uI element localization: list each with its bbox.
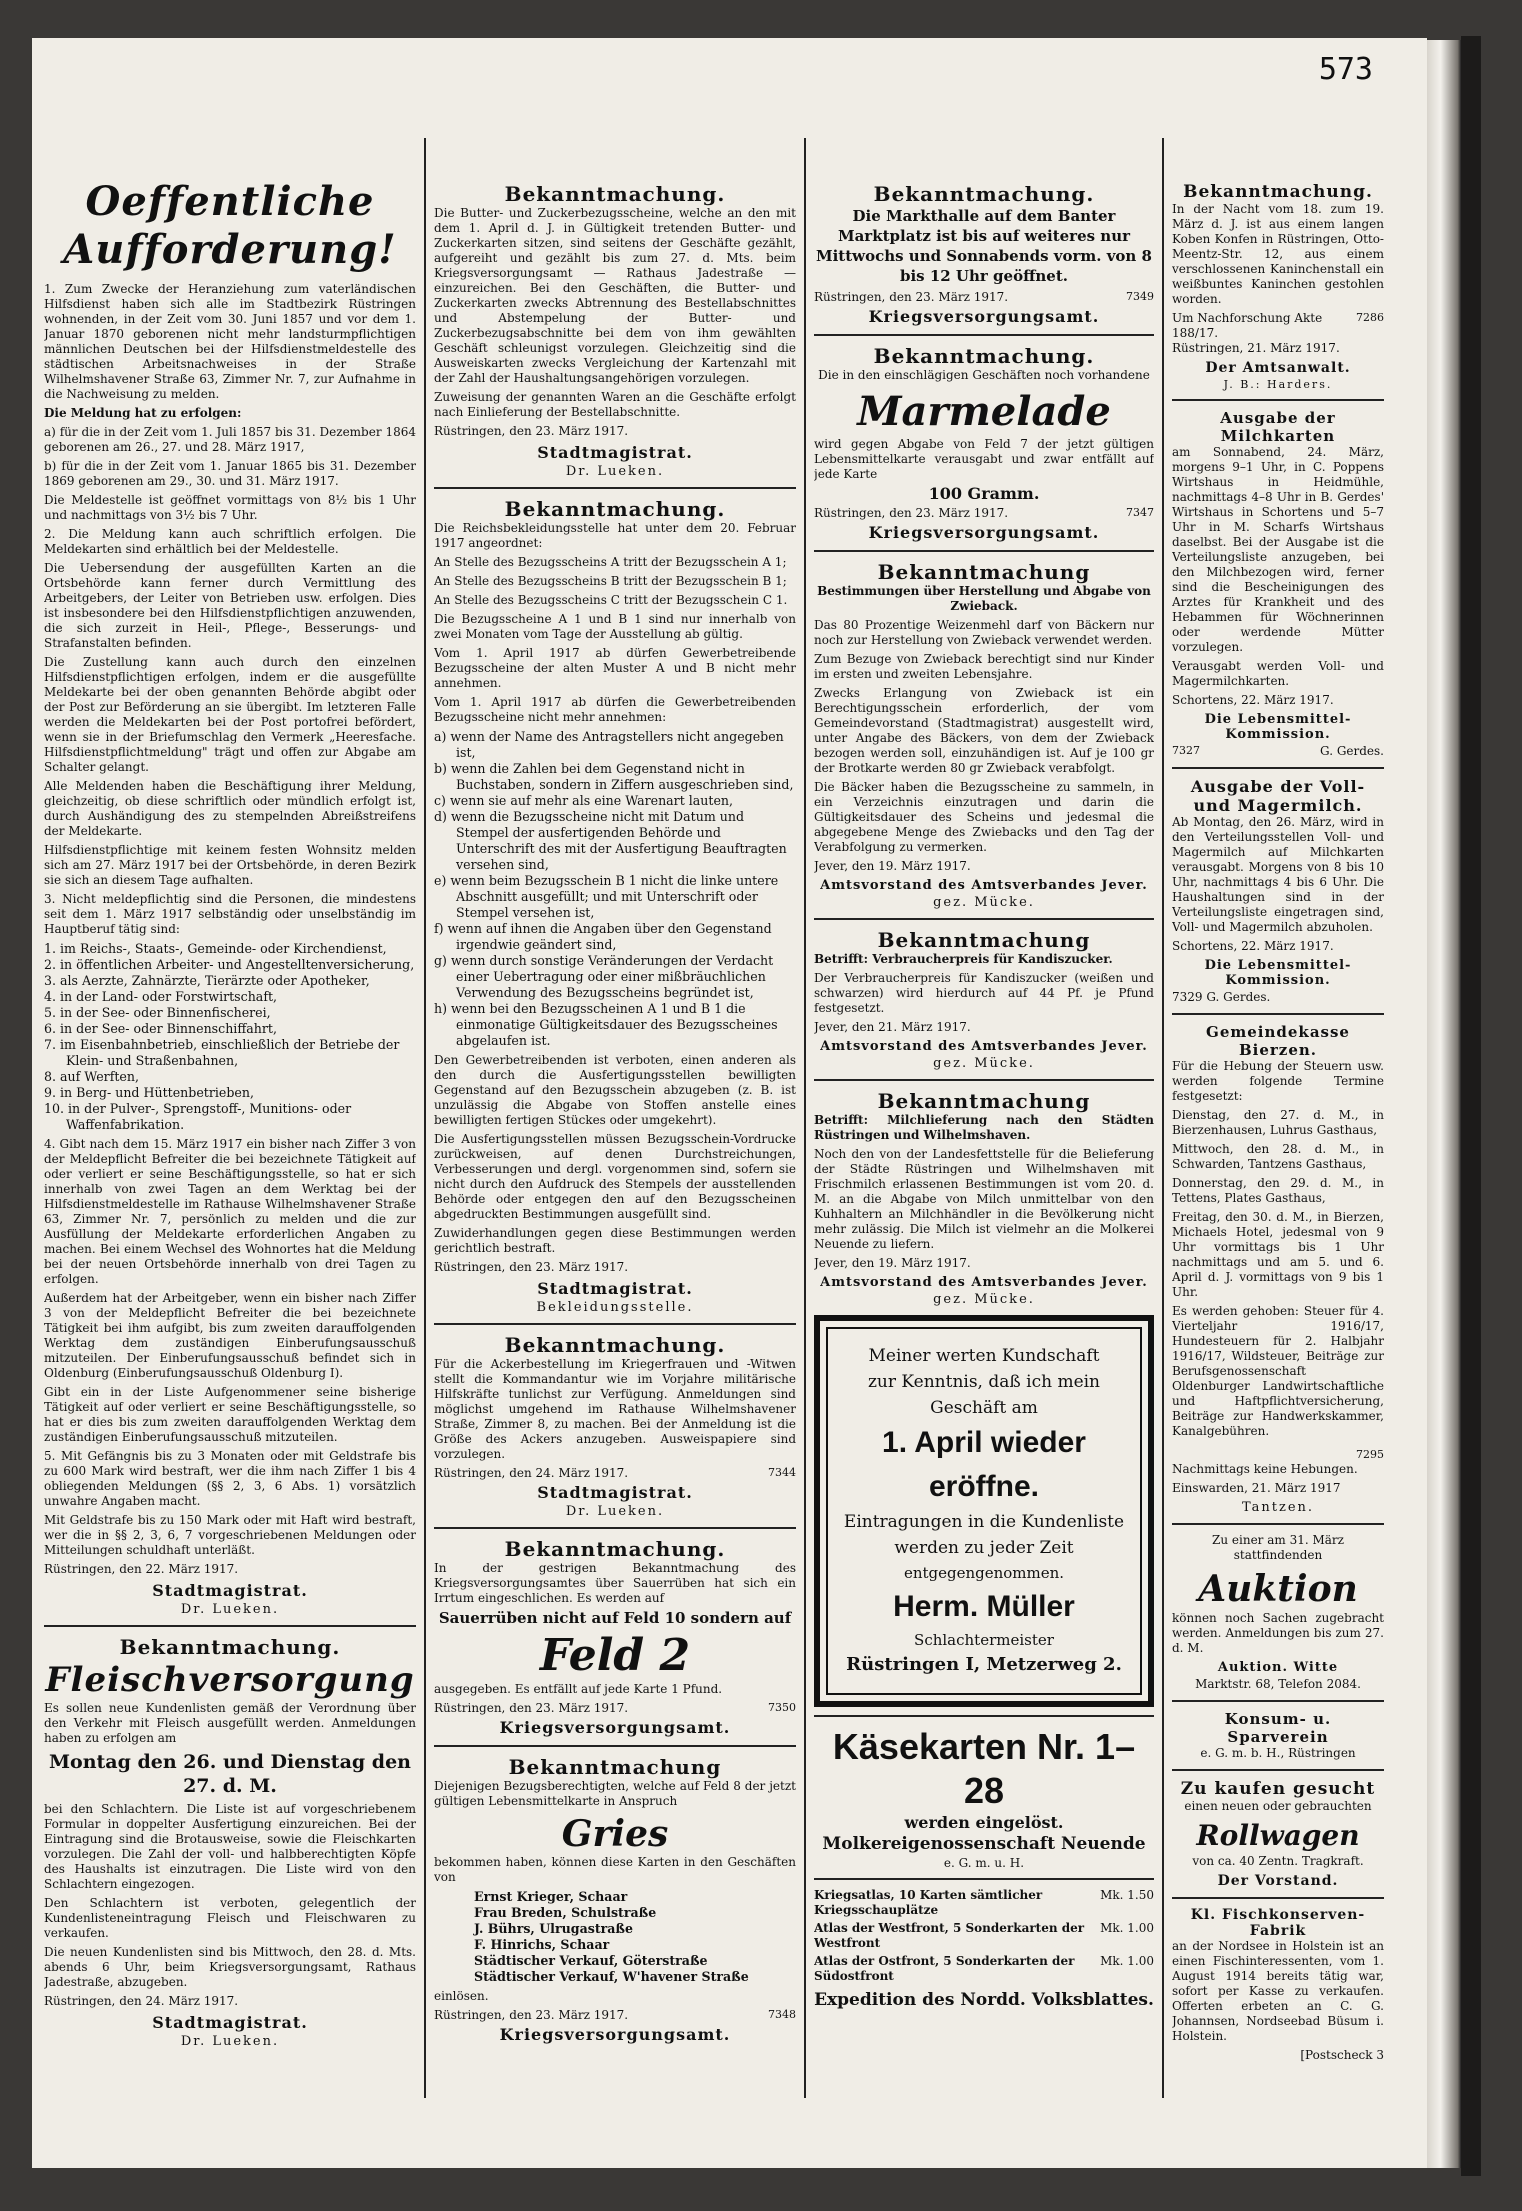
atlas-item: Atlas der Ostfront, 5 Sonderkarten der Südostfront — [814, 1954, 1075, 1983]
list-item: h) wenn bei den Bezugsscheinen A 1 und B 1 die einmonatige Gültigkeitsdauer des Bezugsscheines abgelaufen ist. — [434, 1001, 778, 1048]
product-highlight: Marmelade — [857, 388, 1111, 435]
list-item: 5. in der See- oder Binnenfischerei, — [44, 1005, 271, 1020]
paragraph: Die Meldung hat zu erfolgen: — [44, 406, 242, 420]
signature-office: Der Amtsanwalt. — [1205, 360, 1351, 376]
list-item: 3. als Aerzte, Zahnärzte, Tierärzte oder Apotheker, — [44, 973, 370, 988]
list-item: g) wenn durch sonstige Veränderungen der Verdacht einer Uebertragung oder einer mißbräuchlichen Verwendung des Bezugsscheins begründet ist, — [434, 953, 774, 1000]
headline-1: Oeffentliche — [85, 178, 375, 225]
paragraph: Für die Ackerbestellung im Kriegerfrauen und -Witwen stellt die Kommandantur wie im Vorjahre militärische Hilfskräfte tunlichst zur Verfügung. Anmeldungen sind möglichst umgehend im Rathause Wilhelmshavener Straße, Zimmer 8, zu machen. Bei der Anmeldung ist die Größe des Ackers anzugeben. Ausweispapiere sind vorzulegen. — [434, 1357, 796, 1461]
ad-number: 7344 — [768, 1466, 796, 1479]
signature-office: Die Lebensmittel-Kommission. — [1204, 712, 1352, 742]
notice-heading: Bekanntmachung — [877, 1089, 1091, 1113]
divider — [1172, 1700, 1384, 1702]
ad-line: Meiner werten Kundschaft — [868, 1346, 1100, 1366]
paragraph: Vom 1. April 1917 ab dürfen Gewerbetreibende Bezugsscheine der alten Muster A und B nicht mehr annehmen. — [434, 646, 796, 690]
page-edge — [1427, 40, 1461, 2168]
condition-list — [434, 729, 796, 1049]
list-item: 9. in Berg- und Hüttenbetrieben, — [44, 1085, 254, 1100]
headline-2: Aufforderung! — [63, 226, 397, 273]
feld-highlight: Feld 2 — [539, 1630, 691, 1681]
signature-office: Amtsvorstand des Amtsverbandes Jever. — [820, 878, 1148, 893]
dateline: Jever, den 19. März 1917. — [814, 1256, 971, 1270]
publisher: Expedition des Nordd. Volksblattes. — [814, 1990, 1154, 2010]
notice-title: Fleischversorgung — [45, 1660, 415, 1700]
ad-address: Rüstringen I, Metzerweg 2. — [846, 1654, 1122, 1675]
ad-line: Geschäft am — [930, 1398, 1038, 1418]
column-2 — [434, 138, 796, 2098]
paragraph: können noch Sachen zugebracht werden. Anmeldungen bis zum 27. d. M. — [1172, 1611, 1384, 1655]
paragraph: Zuwiderhandlungen gegen diese Bestimmungen werden gerichtlich bestraft. — [434, 1226, 796, 1255]
divider — [434, 487, 796, 489]
signature-office: Kriegsversorgungsamt. — [868, 307, 1100, 326]
paragraph: Verausgabt werden Voll- und Magermilchkarten. — [1172, 659, 1384, 688]
paragraph: In der gestrigen Bekanntmachung des Kriegsversorgungsamtes über Sauerrüben hat sich ein Irrtum eingeschlichen. Es werden auf — [434, 1561, 796, 1605]
notice-heading: Kl. Fischkonserven-Fabrik — [1190, 1907, 1366, 1939]
paragraph: Nachmittags keine Hebungen. — [1172, 1462, 1358, 1476]
atlas-item: Kriegsatlas, 10 Karten sämtlicher Kriegsschauplätze — [814, 1888, 1043, 1917]
paragraph: Die Meldestelle ist geöffnet vormittags von 8½ bis 1 Uhr und nachmittags von 3½ bis 7 Uhr. — [44, 493, 416, 522]
signature-office: Kriegsversorgungsamt. — [868, 523, 1100, 542]
notice-heading: Zu kaufen gesucht — [1180, 1779, 1376, 1799]
paragraph: Mit Geldstrafe bis zu 150 Mark oder mit Haft wird bestraft, wer die in §§ 2, 3, 6, 7 vorgeschriebenen Meldungen oder Mitteilungen schuldhaft unterläßt. — [44, 1513, 416, 1557]
signature-office: Kriegsversorgungsamt. — [499, 2025, 731, 2044]
page-number: 573 — [1318, 52, 1373, 87]
list-item: 1. im Reichs-, Staats-, Gemeinde- oder Kirchendienst, — [44, 941, 387, 956]
atlas-price: Mk. 1.00 — [1100, 1954, 1154, 1968]
list-item: 10. in der Pulver-, Sprengstoff-, Munitions- oder Waffenfabrikation. — [44, 1101, 352, 1132]
signature-office: Stadtmagistrat. — [152, 2013, 308, 2032]
paragraph: Zwecks Erlangung von Zwieback ist ein Berechtigungsschein erforderlich, der vom Gemeindevorstand (Stadtmagistrat) ausgestellt wird, unter Angabe des Bäckers, von dem der Zwieback bezogen werden soll, einzuhändigen ist. Auf je 100 gr der Brotkarte werden 80 gr Zwieback verabfolgt. — [814, 686, 1154, 775]
list-item: Städtischer Verkauf, Göterstraße — [474, 1953, 708, 1968]
paragraph: Der Verbraucherpreis für Kandiszucker (weißen und schwarzen) wird hierdurch auf 44 Pf. je Pfund festgesetzt. — [814, 971, 1154, 1015]
notice-heading: Bekanntmachung — [877, 560, 1091, 584]
divider — [814, 1878, 1154, 1880]
paragraph: Für die Hebung der Steuern usw. werden folgende Termine festgesetzt: — [1172, 1059, 1384, 1103]
signature-office: Amtsvorstand des Amtsverbandes Jever. — [820, 1275, 1148, 1290]
signature-office: Amtsvorstand des Amtsverbandes Jever. — [820, 1039, 1148, 1054]
paragraph: Die Uebersendung der ausgefüllten Karten an die Ortsbehörde kann ferner durch Vermittlung des Arbeitgebers, der Leiter von Betrieben usw. erfolgen. Dies ist insbesondere bei den Hilfsdienstpflichtigen anzuwenden, die sich zurzeit in Heil-, Pflege-, Besserungs- und Strafanstalten befinden. — [44, 561, 416, 650]
ad-line: Eintragungen in die Kundenliste werden zu jeder Zeit — [843, 1512, 1125, 1558]
list-item: 6. in der See- oder Binnenschiffahrt, — [44, 1021, 277, 1036]
paragraph: bekommen haben, können diese Karten in den Geschäften von — [434, 1855, 796, 1884]
paragraph: 2. Die Meldung kann auch schriftlich erfolgen. Die Meldekarten sind erhältlich bei der Meldestelle. — [44, 527, 416, 556]
ad-number: 7295 — [1356, 1448, 1384, 1461]
notice-heading: Bekanntmachung. — [504, 497, 726, 521]
ad-number: 7349 — [1126, 290, 1154, 303]
paragraph: einen neuen oder gebrauchten — [1184, 1799, 1372, 1813]
paragraph: Die Reichsbekleidungsstelle hat unter dem 20. Februar 1917 angeordnet: — [434, 521, 796, 550]
auction-headline: Auktion — [1198, 1568, 1358, 1610]
notice-heading: Ausgabe der Voll- und Magermilch. — [1190, 777, 1366, 815]
ad-advertiser-name: Herm. Müller — [893, 1590, 1075, 1623]
paragraph: von ca. 40 Zentn. Tragkraft. — [1192, 1854, 1364, 1868]
atlas-price: Mk. 1.50 — [1100, 1888, 1154, 1902]
paragraph: 3. Nicht meldepflichtig sind die Personen, die mindestens seit dem 1. März 1917 selbständig oder unselbständig im Hauptberuf tätig sind: — [44, 892, 416, 936]
signature-name: G. Gerdes. — [1320, 744, 1384, 758]
signature-name: gez. Mücke. — [933, 895, 1035, 910]
signature-office: Stadtmagistrat. — [152, 1581, 308, 1600]
advertiser-form: e. G. m. u. H. — [943, 1856, 1025, 1870]
dateline: Rüstringen, den 23. März 1917. — [434, 1260, 629, 1274]
column-rule — [424, 138, 426, 2098]
signature-office: Der Vorstand. — [1217, 1873, 1339, 1889]
ad-number: 7350 — [768, 1701, 796, 1714]
list-item: c) wenn sie auf mehr als eine Warenart lauten, — [434, 793, 734, 808]
ad-line: Schlachtermeister — [914, 1631, 1054, 1649]
ad-number: 7347 — [1126, 506, 1154, 519]
dates-highlight: Montag den 26. und Dienstag den 27. d. M. — [49, 1751, 411, 1797]
paragraph: ausgegeben. Es entfällt auf jede Karte 1 Pfund. — [434, 1682, 723, 1696]
notice-heading: Bekanntmachung — [877, 928, 1091, 952]
notice-heading: Bekanntmachung. — [1183, 182, 1373, 202]
subheading: Betrifft: Milchlieferung nach den Städten Rüstringen und Wilhelmshaven. — [814, 1113, 1154, 1142]
list-item: 4. in der Land- oder Forstwirtschaft, — [44, 989, 278, 1004]
paragraph: Außerdem hat der Arbeitgeber, wenn ein bisher nach Ziffer 3 von der Meldepflicht Befreiter die bei bezeichnete Tätigkeit bei ihm aufgibt, bis zum zweiten darauffolgenden Werktag dem zuständigen Einberufungsausschuß mitzuteilen. Der Einberufungsausschuß befindet sich in Oldenburg (Einberufungsausschuß Oldenburg I). — [44, 1291, 416, 1380]
signature-name: 7329 G. Gerdes. — [1172, 990, 1271, 1004]
list-item: b) wenn die Zahlen bei dem Gegenstand nicht in Buchstaben, sondern in Ziffern ausgeschrieben sind, — [434, 761, 794, 792]
signature-name: gez. Mücke. — [933, 1292, 1035, 1307]
dateline: Rüstringen, den 24. März 1917. — [44, 1994, 239, 2008]
list-item: a) wenn der Name des Antragstellers nicht angegeben ist, — [434, 729, 784, 760]
paragraph: In der Nacht vom 18. zum 19. März d. J. ist aus einem langen Koben Konfen in Rüstringen, Otto-Meentz-Str. 12, aus einem verschlossenen Kaninchenstall ein weißbuntes Kaninchen gestohlen worden. — [1172, 202, 1384, 306]
signature-office: Stadtmagistrat. — [537, 1279, 693, 1298]
divider — [434, 1745, 796, 1747]
divider — [434, 1527, 796, 1529]
column-4 — [1172, 138, 1384, 2098]
divider — [814, 918, 1154, 920]
paragraph: Den Gewerbetreibenden ist verboten, einen anderen als den durch die Ausfertigungsstellen bewilligten Gegenstand auf den Bezugsschein abzugeben (z. B. ist unzulässig die Abgabe von Stoffen anstelle eines bewilligten fertigen Stückes oder umgekehrt). — [434, 1053, 796, 1127]
paragraph: Die Bezugsscheine A 1 und B 1 sind nur innerhalb von zwei Monaten vom Tage der Ausstellung ab gültig. — [434, 612, 796, 641]
dateline: Rüstringen, den 23. März 1917. — [434, 1701, 629, 1715]
paragraph: einlösen. — [434, 1989, 489, 2003]
ad-number: 7348 — [768, 2008, 796, 2021]
divider — [814, 550, 1154, 552]
dateline: Einswarden, 21. März 1917 — [1172, 1481, 1341, 1495]
newspaper-page — [32, 38, 1427, 2168]
list-item: J. Bührs, Ulrugastraße — [474, 1921, 634, 1936]
notice-heading: Bekanntmachung. — [504, 182, 726, 206]
dateline: Rüstringen, den 23. März 1917. — [434, 424, 629, 438]
paragraph: Hilfsdienstpflichtige mit keinem festen Wohnsitz melden sich am 27. März 1917 bei der Ortsbehörde, in deren Bezirk sie sich an diesem Tage aufhalten. — [44, 843, 416, 887]
column-rule — [804, 138, 806, 2098]
list-item: Ernst Krieger, Schaar — [474, 1889, 628, 1904]
paragraph: Alle Meldenden haben die Beschäftigung ihrer Meldung, gleichzeitig, ob diese schriftlich oder mündlich erfolgt ist, durch Aushändigung des zu stempelnden Abreißstreifens der Meldekarte. — [44, 779, 416, 838]
dateline: Rüstringen, den 23. März 1917. — [814, 290, 1009, 304]
paragraph: An Stelle des Bezugsscheins A tritt der Bezugsschein A 1; — [434, 555, 787, 569]
list-item: f) wenn auf ihnen die Angaben über den Gegenstand irgendwie geändert sind, — [434, 921, 772, 952]
paragraph: Zum Bezuge von Zwieback berechtigt sind nur Kinder im ersten und zweiten Lebensjahre. — [814, 652, 1154, 681]
advertiser: Molkereigenossenschaft Neuende — [822, 1834, 1146, 1854]
dateline: Rüstringen, den 24. März 1917. — [434, 1466, 629, 1480]
column-rule — [1162, 138, 1164, 2098]
signature-name: Bekleidungsstelle. — [536, 1300, 694, 1315]
divider — [434, 1323, 796, 1325]
advertiser: Auktion. Witte — [1217, 1660, 1339, 1675]
exemption-list — [44, 941, 416, 1133]
signature-name: J. B.: Harders. — [1223, 378, 1333, 391]
subheading: Betrifft: Verbraucherpreis für Kandiszucker. — [814, 952, 1113, 966]
notice-heading: Ausgabe der Milchkarten — [1220, 409, 1336, 445]
paragraph: Marktstr. 68, Telefon 2084. — [1195, 1677, 1361, 1691]
signature-name: Tantzen. — [1241, 1500, 1315, 1515]
divider — [1172, 399, 1384, 401]
dateline: Schortens, 22. März 1917. — [1172, 693, 1334, 707]
paragraph: Mittwoch, den 28. d. M., in Schwarden, Tantzens Gasthaus, — [1172, 1142, 1384, 1171]
ad-number: 7327 — [1172, 744, 1200, 757]
paragraph: An Stelle des Bezugsscheins C tritt der Bezugsschein C 1. — [434, 593, 788, 607]
paragraph: Es sollen neue Kundenlisten gemäß der Verordnung über den Verkehr mit Fleisch ausgefüllt werden. Anmeldungen haben zu erfolgen am — [44, 1701, 416, 1745]
divider — [814, 1715, 1154, 1717]
amount: 100 Gramm. — [928, 484, 1040, 503]
paragraph: Sauerrüben nicht auf Feld 10 sondern auf — [438, 1609, 792, 1627]
atlas-item: Atlas der Westfront, 5 Sonderkarten der Westfront — [814, 1921, 1085, 1950]
ad-line: entgegengenommen. — [903, 1564, 1065, 1582]
dateline: Rüstringen, den 23. März 1917. — [434, 2008, 629, 2022]
column-1 — [44, 138, 416, 2098]
paragraph: wird gegen Abgabe von Feld 7 der jetzt gültigen Lebensmittelkarte verausgabt und zwar entfällt auf jede Karte — [814, 437, 1154, 481]
paragraph: An Stelle des Bezugsscheins B tritt der Bezugsschein B 1; — [434, 574, 787, 588]
dateline: Rüstringen, den 23. März 1917. — [814, 506, 1009, 520]
divider — [1172, 1013, 1384, 1015]
signature-office: Stadtmagistrat. — [537, 443, 693, 462]
ad-number: 7286 — [1356, 311, 1384, 324]
list-item: 8. auf Werften, — [44, 1069, 139, 1084]
divider — [814, 1079, 1154, 1081]
notice-heading: Bekanntmachung. — [873, 182, 1095, 206]
ad-highlight: 1. April wieder eröffne. — [882, 1426, 1086, 1503]
signature-name: Dr. Lueken. — [565, 464, 665, 479]
paragraph: [Postscheck 3 — [1300, 2048, 1384, 2062]
paragraph: Noch den von der Landesfettstelle für die Belieferung der Städte Rüstringen und Wilhelmshaven mit Frischmilch erlassenen Bestimmungen ist vom 20. d. M. an die Abgabe von Milch unmittelbar von den Kuhhaltern an Milchhändler in die Bevölkerung nicht mehr zulässig. Die Milch ist vielmehr an die Molkerei Neuende zu liefern. — [814, 1147, 1154, 1251]
paragraph: Vom 1. April 1917 ab dürfen die Gewerbetreibenden Bezugsscheine nicht mehr annehmen: — [434, 695, 796, 724]
paragraph: am Sonnabend, 24. März, morgens 9–1 Uhr, in C. Poppens Wirtshaus in Heidmühle, nachmittags 4–8 Uhr in B. Gerdes' Wirtshaus in Schortens und 5–7 Uhr in M. Scharfs Wirtshaus daselbst. Bei der Ausgabe ist die Verteilungsliste anzugeben, bei den Milchbezogen wird, ferner sind die Bescheinigungen des Arztes für Krankheit und des Hebammen für Wöchnerinnen oder werdende Mütter vorzulegen. — [1172, 445, 1384, 654]
paragraph: b) für die in der Zeit vom 1. Januar 1865 bis 31. Dezember 1869 geborenen am 29., 30. und 31. März 1917. — [44, 459, 416, 488]
paragraph: Die neuen Kundenlisten sind bis Mittwoch, den 28. d. Mts. abends 6 Uhr, beim Kriegsversorgungsamt, Rathaus Jadestraße, abzugeben. — [44, 1945, 416, 1989]
binding-shadow — [1461, 36, 1481, 2176]
paragraph: Dienstag, den 27. d. M., in Bierzenhausen, Luhrus Gasthaus, — [1172, 1108, 1384, 1137]
dateline: Jever, den 21. März 1917. — [814, 1020, 971, 1034]
divider — [1172, 1897, 1384, 1899]
signature-office: Kriegsversorgungsamt. — [499, 1718, 731, 1737]
list-item: 7. im Eisenbahnbetrieb, einschließlich der Betriebe der Klein- und Straßenbahnen, — [44, 1037, 400, 1068]
divider — [44, 1625, 416, 1627]
paragraph: Es werden gehoben: Steuer für 4. Vierteljahr 1916/17, Hundesteuern für 2. Halbjahr 1916/17, Wildsteuer, Beiträge zur Berufsgenossenschaft Oldenburger Landwirtschaftliche und Haftpflichtversicherung, Beiträge zur Handwerkskammer, Kanalgebühren. — [1172, 1304, 1384, 1438]
paragraph: Diejenigen Bezugsberechtigten, welche auf Feld 8 der jetzt gültigen Lebensmittelkarte in Anspruch — [434, 1779, 796, 1808]
cheese-card-headline: Käsekarten Nr. 1–28 — [832, 1726, 1136, 1811]
paragraph: Um Nachforschung Akte 188/17. — [1172, 311, 1323, 340]
paragraph: werden eingelöst. — [904, 1813, 1064, 1832]
paragraph: Ab Montag, den 26. März, wird in den Verteilungsstellen Voll- und Magermilch auf Milchkarten verausgabt. Morgens von 8 bis 10 Uhr, nachmittags 4 bis 6 Uhr. Die Haushaltungen sind in der Verteilungsliste eingetragen sind, Voll- und Magermilch abzuholen. — [1172, 815, 1384, 934]
notice-heading: Bekanntmachung — [508, 1755, 722, 1779]
list-item: 2. in öffentlichen Arbeiter- und Angestelltenversicherung, — [44, 957, 415, 972]
divider — [1172, 1769, 1384, 1771]
paragraph: Zu einer am 31. März stattfindenden — [1212, 1533, 1344, 1562]
signature-name: Dr. Lueken. — [180, 2034, 280, 2049]
paragraph: Das 80 Prozentige Weizenmehl darf von Bäckern nur noch zur Herstellung von Zwieback verwendet werden. — [814, 618, 1154, 647]
dateline: Rüstringen, den 22. März 1917. — [44, 1562, 239, 1576]
signature-name: gez. Mücke. — [933, 1056, 1035, 1071]
subheading: Bestimmungen über Herstellung und Abgabe von Zwieback. — [817, 584, 1151, 613]
paragraph: Die Ausfertigungsstellen müssen Bezugsschein-Vordrucke zurückweisen, auf denen Durchstreichungen, Verbesserungen und dergl. vorgenommen sind, sofern sie nicht durch den Aufdruck des Stempels der ausstellenden Behörde oder entgegen den auf den Bezugsscheinen abgedruckten Bestimmungen ausgefüllt sind. — [434, 1132, 796, 1221]
list-item: Frau Breden, Schulstraße — [474, 1905, 657, 1920]
subheading: e. G. m. b. H., Rüstringen — [1200, 1746, 1356, 1760]
ad-line: zur Kenntnis, daß ich mein — [867, 1372, 1101, 1392]
notice-heading: Bekanntmachung. — [119, 1635, 341, 1659]
paragraph: Freitag, den 30. d. M., in Bierzen, Michaels Hotel, jedesmal von 9 Uhr vormittags bis 1 Uhr nachmittags und am 5. und 6. April d. J. vormittags von 9 bis 1 Uhr. — [1172, 1210, 1384, 1299]
dateline: Rüstringen, 21. März 1917. — [1172, 341, 1340, 355]
paragraph: a) für die in der Zeit vom 1. Juli 1857 bis 31. Dezember 1864 geborenen am 26., 27. und 28. März 1917, — [44, 425, 416, 454]
paragraph: Gibt ein in der Liste Aufgenommener seine bisherige Tätigkeit auf oder verliert er seine Beschäftigungsstelle, so hat er dies bis zum zweiten darauffolgenden Werktag dem zuständigen Einberufungsausschuß mitzuteilen. — [44, 1385, 416, 1444]
notice-heading: Gemeindekasse Bierzen. — [1206, 1023, 1350, 1059]
paragraph: Die Bäcker haben die Bezugsscheine zu sammeln, in ein Verzeichnis einzutragen und darin die Gültigkeitsdauer des Scheins und jedesmal die abgegebene Menge des Zwiebacks und den Tag der Verabfolgung zu vermerken. — [814, 780, 1154, 854]
list-item: Städtischer Verkauf, W'havener Straße — [474, 1969, 749, 1984]
product-highlight: Rollwagen — [1196, 1819, 1360, 1852]
list-item: d) wenn die Bezugsscheine nicht mit Datum und Stempel der ausfertigenden Behörde und Unterschrift des mit der Ausfertigung Beauftragten versehen sind, — [434, 809, 787, 872]
paragraph: Die Butter- und Zuckerbezugsscheine, welche an den mit dem 1. April d. J. in Gültigkeit tretenden Butter- und Zuckerkarten sitzen, sind seitens der Geschäfte gezählt, aufgereiht und gezählt bis zum 27. d. Mts. beim Kriegsversorgungsamt — Rathaus Jadestraße — einzureichen. Bei den Geschäften, die Butter- und Zuckerkarten zwecks Abtrennung des Bestellabschnittes und Abstempelung der Butter- und Zuckerbezugsabschnitte bei dem von ihm gewählten Geschäft schleunigst vorzulegen. Gleichzeitig sind die Ausweiskarten zwecks Vergleichung der Kartenzahl mit der Zahl der Haushaltungsangehörigen vorzulegen. — [434, 206, 796, 385]
paragraph: an der Nordsee in Holstein ist an einen Fischinteressenten, vom 1. August 1914 bereits tätig war, sofort per Kasse zu verkaufen. Offerten erbeten an C. G. Johannsen, Nordseebad Büsum i. Holstein. — [1172, 1939, 1384, 2043]
paragraph: 4. Gibt nach dem 15. März 1917 ein bisher nach Ziffer 3 von der Meldepflicht Befreiter die bei bezeichnete Tätigkeit auf oder verliert er seine Beschäftigungsstelle, so hat er sich innerhalb von zwei Tagen an dem Werktag bei der Hilfsdienstmeldestelle im Rathause Wilhelmshavener Straße 63, Zimmer Nr. 7, persönlich zu melden und die zur Ausfüllung der Meldekarte erforderlichen Angaben zu machen. Bei einem Wechsel des Wohnortes hat die Meldung bei der neuen Ortsbehörde innerhalb von drei Tagen zu erfolgen. — [44, 1137, 416, 1286]
notice-heading: Bekanntmachung. — [873, 344, 1095, 368]
list-item: F. Hinrichs, Schaar — [474, 1937, 610, 1952]
paragraph: Den Schlachtern ist verboten, gelegentlich der Kundenlisteneintragung Fleisch und Fleischwaren zu verkaufen. — [44, 1896, 416, 1940]
product-highlight: Gries — [561, 1813, 669, 1855]
shop-list — [434, 1889, 796, 1985]
signature-office: Die Lebensmittel-Kommission. — [1204, 958, 1352, 988]
atlas-price: Mk. 1.00 — [1100, 1921, 1154, 1935]
paragraph: Zuweisung der genannten Waren an die Geschäfte erfolgt nach Einlieferung der Bestellabschnitte. — [434, 390, 796, 419]
column-3 — [814, 138, 1154, 2098]
signature-name: Dr. Lueken. — [565, 1504, 665, 1519]
butcher-advertisement — [814, 1315, 1154, 1707]
paragraph: Donnerstag, den 29. d. M., in Tettens, Plates Gasthaus, — [1172, 1176, 1384, 1205]
dateline: Jever, den 19. März 1917. — [814, 859, 971, 873]
divider — [1172, 1523, 1384, 1525]
paragraph: bei den Schlachtern. Die Liste ist auf vorgeschriebenem Formular in doppelter Ausfertigung einzureichen. Bei der Eintragung sind die Brotausweise, sowie die Fleischkarten vorzulegen. Die Zahl der voll- und halbberechtigten Köpfe des Haushalts ist einzutragen. Die Liste wird von den Schlachtern eingezogen. — [44, 1802, 416, 1891]
notice-heading: Konsum- u. Sparverein — [1224, 1710, 1332, 1746]
divider — [1172, 767, 1384, 769]
signature-name: Dr. Lueken. — [180, 1602, 280, 1617]
notice-heading: Bekanntmachung. — [504, 1333, 726, 1357]
paragraph: Die in den einschlägigen Geschäften noch vorhandene — [818, 368, 1150, 382]
divider — [814, 334, 1154, 336]
paragraph: 1. Zum Zwecke der Heranziehung zum vaterländischen Hilfsdienst haben sich alle im Stadtbezirk Rüstringen wohnenden, in der Zeit vom 30. Juni 1857 und vor dem 1. Januar 1870 geborenen nicht mehr landsturmpflichtigen männlichen Deutschen bei der Hilfsdienstmeldestelle des städtischen Arbeitsnachweises in der Straße Wilhelmshavener Straße 63, Zimmer Nr. 7, zur Aufnahme in die Nachweisung zu melden. — [44, 282, 416, 401]
paragraph: Die Zustellung kann auch durch den einzelnen Hilfsdienstpflichtigen erfolgen, indem er die ausgefüllte Meldekarte bei der oben genannten Behörde abgibt oder der Post zur Beförderung an sie übergibt. Im letzteren Falle werden die Meldekarten bei der Post portofrei befördert, wenn sie in der Briefumschlag den Vermerk „Heeresfache. Hilfsdienstpflichtmeldung" trägt und offen zur Abgabe am Schalter gelangt. — [44, 655, 416, 774]
notice-heading: Bekanntmachung. — [504, 1537, 726, 1561]
paragraph: 5. Mit Gefängnis bis zu 3 Monaten oder mit Geldstrafe bis zu 600 Mark wird bestraft, wer die ihm nach Ziffer 1 bis 4 obliegenden Meldungen (§§ 2, 3, 6 Abs. 1) vorsätzlich unwahre Angaben macht. — [44, 1449, 416, 1508]
paragraph: Die Markthalle auf dem Banter Marktplatz ist bis auf weiteres nur Mittwochs und Sonnabends vorm. von 8 bis 12 Uhr geöffnet. — [816, 207, 1152, 285]
signature-office: Stadtmagistrat. — [537, 1483, 693, 1502]
list-item: e) wenn beim Bezugsschein B 1 nicht die linke untere Abschnitt ausgefüllt; und mit Unterschrift oder Stempel versehen ist, — [434, 873, 779, 920]
dateline: Schortens, 22. März 1917. — [1172, 939, 1334, 953]
